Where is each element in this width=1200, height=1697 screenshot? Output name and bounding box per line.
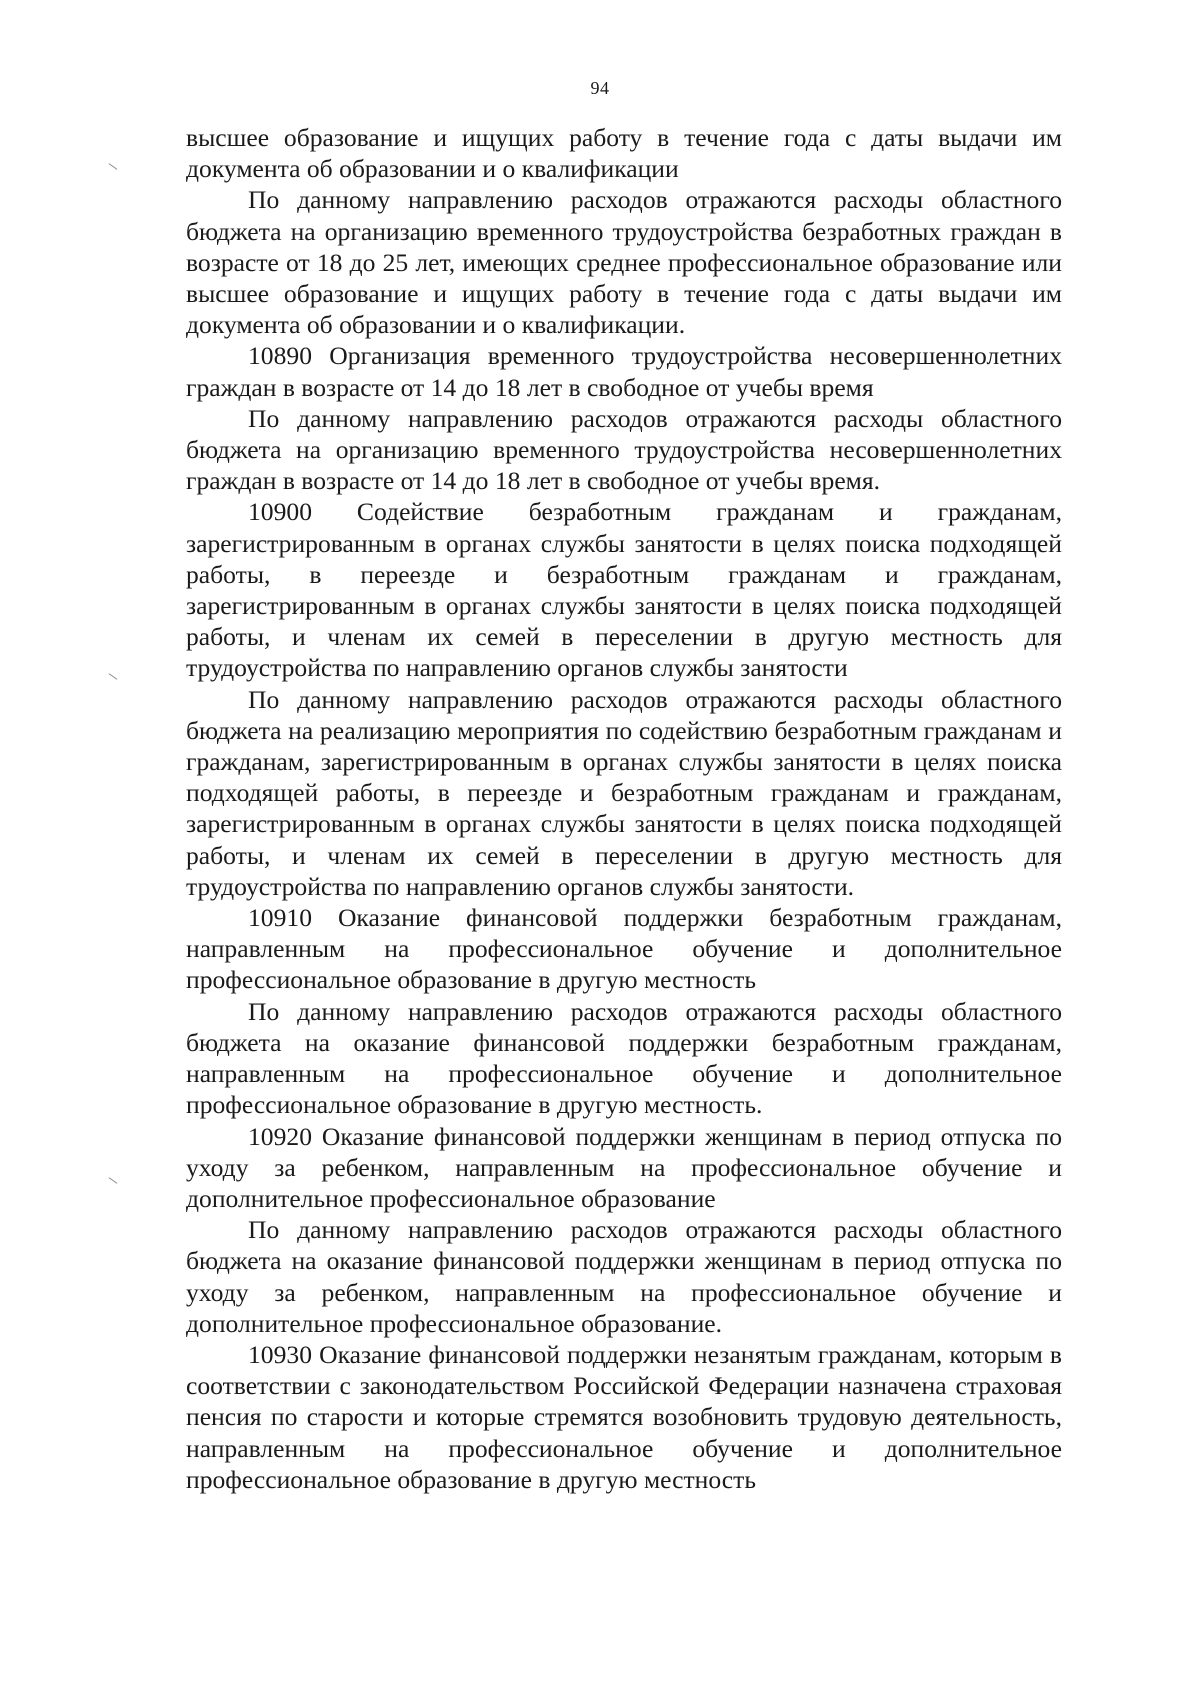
paragraph: По данному направлению расходов отражаются расходы областного бюджета на оказание финансовой поддержки женщинам в период отпуска по уходу за ребенком, направленным на профессиональное обучение и дополнительное профессиональное образование. <box>186 1215 1062 1338</box>
section-heading: 10930 Оказание финансовой поддержки незанятым гражданам, которым в соответствии с законодательством Российской Федерации назначена страховая пенсия по старости и которые стремятся возобновить трудовую деятельность, направленным на профессиональное обучение и дополнительное профессиональное образование в другую местность <box>186 1339 1062 1494</box>
page-number: 94 <box>590 78 610 98</box>
scan-artifact-mark <box>109 163 118 170</box>
section-heading: 10910 Оказание финансовой поддержки безработным гражданам, направленным на профессиональное обучение и дополнительное профессиональное образование в другую местность <box>186 903 1062 995</box>
paragraph: По данному направлению расходов отражаются расходы областного бюджета на оказание финансовой поддержки безработным гражданам, направленным на профессиональное обучение и дополнительное профессиональное образование в другую местность. <box>186 996 1062 1120</box>
paragraph: По данному направлению расходов отражаются расходы областного бюджета на реализацию мероприятия по содействию безработным гражданам и гражданам, зарегистрированным в органах службы занятости в целях поиска подходящей работы, в переезде и безработным гражданам и гражданам, зарегистрированным в органах службы занятости в целях поиска подходящей работы, и членам их семей в переселении в другую местность для трудоустройства по направлению органов службы занятости. <box>186 684 1062 901</box>
section-heading: 10920 Оказание финансовой поддержки женщинам в период отпуска по уходу за ребенком, направленным на профессиональное обучение и дополнительное профессиональное образование <box>186 1121 1062 1213</box>
scan-artifact-mark <box>109 1177 118 1184</box>
scan-artifact-mark <box>109 673 118 680</box>
paragraph: По данному направлению расходов отражаются расходы областного бюджета на организацию временного трудоустройства безработных граждан в возрасте от 18 до 25 лет, имеющих среднее профессиональное образование или высшее образование и ищущих работу в течение года с даты выдачи им документа об образовании и о квалификации. <box>186 185 1062 340</box>
section-heading: 10900 Содействие безработным гражданам и гражданам, зарегистрированным в органах службы занятости в целях поиска подходящей работы, в переезде и безработным гражданам и гражданам, зарегистрированным в органах службы занятости в целях поиска подходящей работы, и членам их семей в переселении в другую местность для трудоустройства по направлению органов службы занятости <box>186 497 1062 683</box>
paragraph: высшее образование и ищущих работу в течение года с даты выдачи им документа об образовании и о квалификации <box>186 123 1062 184</box>
paragraph: По данному направлению расходов отражаются расходы областного бюджета на организацию временного трудоустройства несовершеннолетних граждан в возрасте от 14 до 18 лет в свободное от учебы время. <box>186 403 1062 496</box>
body-text <box>186 122 1062 1495</box>
section-heading: 10890 Организация временного трудоустройства несовершеннолетних граждан в возрасте от 14 до 18 лет в свободное от учебы время <box>186 341 1062 402</box>
